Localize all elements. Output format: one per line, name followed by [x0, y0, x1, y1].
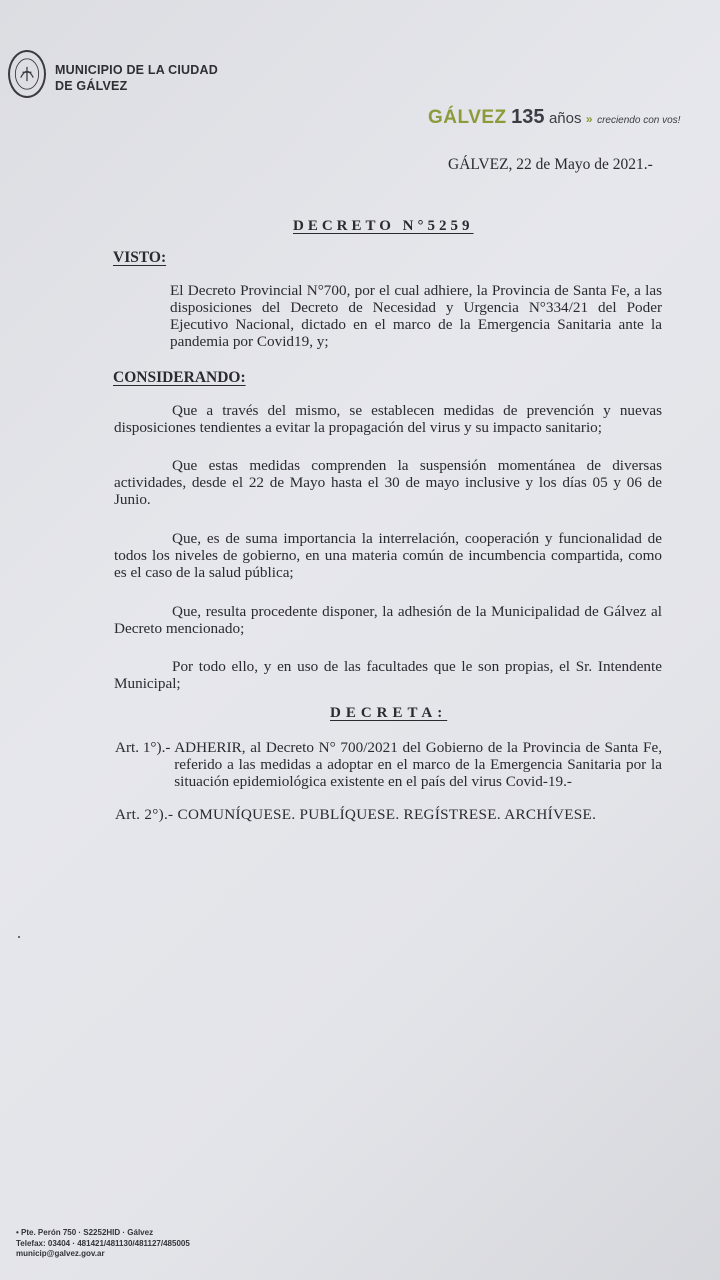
paper-mark	[18, 936, 20, 938]
article-2-text: COMUNÍQUESE. PUBLÍQUESE. REGÍSTRESE. ARCHÍVESE.	[177, 806, 597, 823]
footer-contact	[16, 1228, 190, 1260]
brand-years: años	[548, 110, 582, 127]
footer-address: • Pte. Perón 750 · S2252HID · Gálvez	[16, 1228, 154, 1237]
article-2-label: Art. 2°).-	[115, 806, 178, 823]
brand-number: 135	[511, 106, 545, 128]
article-1-label: Art. 1°).-	[115, 739, 175, 756]
document-date: GÁLVEZ, 22 de Mayo de 2021.-	[448, 156, 653, 173]
considerando-paragraph: Por todo ello, y en uso de las facultades que le son propias, el Sr. Intendente Municipal;	[114, 658, 662, 692]
municipality-line-2: DE GÁLVEZ	[55, 79, 128, 93]
brand-name: GÁLVEZ	[428, 107, 507, 128]
footer-phones: Telefax: 03404 · 481421/481130/481127/485005	[16, 1238, 190, 1248]
brand-tagline: creciendo con vos!	[597, 115, 681, 126]
decree-title: DECRETO N°5259	[293, 218, 474, 234]
article-1	[115, 739, 662, 790]
visto-heading: VISTO:	[113, 249, 167, 266]
decreta-heading: DECRETA:	[330, 705, 448, 721]
considerando-paragraph: Que estas medidas comprenden la suspensión momentánea de diversas actividades, desde el 22 de Mayo hasta el 30 de mayo inclusive y los días 05 y 06 de Junio.	[114, 457, 662, 508]
brand-arrows: »	[585, 112, 593, 126]
considerando-paragraph: Que a través del mismo, se establecen medidas de prevención y nuevas disposiciones tendientes a evitar la propagación del virus y su impacto sanitario;	[114, 402, 662, 436]
considerando-paragraph: Que, resulta procedente disponer, la adhesión de la Municipalidad de Gálvez al Decreto mencionado;	[114, 603, 662, 637]
footer-email: municip@galvez.gov.ar	[16, 1249, 105, 1258]
municipality-name	[55, 62, 218, 94]
anniversary-brand	[428, 106, 680, 129]
considerando-heading: CONSIDERANDO:	[113, 369, 246, 386]
article-2	[115, 806, 662, 823]
article-1-text: ADHERIR, al Decreto N° 700/2021 del Gobierno de la Provincia de Santa Fe, referido a las medidas a adoptar en el marco de la Emergencia Sanitaria por la situación epidemiológica existente en el país del virus Covid-19.-	[174, 739, 662, 790]
municipality-line-1: MUNICIPIO DE LA CIUDAD	[55, 63, 218, 77]
municipal-seal-icon	[8, 50, 46, 98]
visto-text: El Decreto Provincial N°700, por el cual adhiere, la Provincia de Santa Fe, a las disposiciones del Decreto de Necesidad y Urgencia N°334/21 del Poder Ejecutivo Nacional, dictado en el marco de la Emergencia Sanitaria ante la pandemia por Covid19, y;	[170, 282, 662, 350]
considerando-paragraph: Que, es de suma importancia la interrelación, cooperación y funcionalidad de todos los niveles de gobierno, en una materia común de incumbencia compartida, como es el caso de la salud pública;	[114, 530, 662, 581]
